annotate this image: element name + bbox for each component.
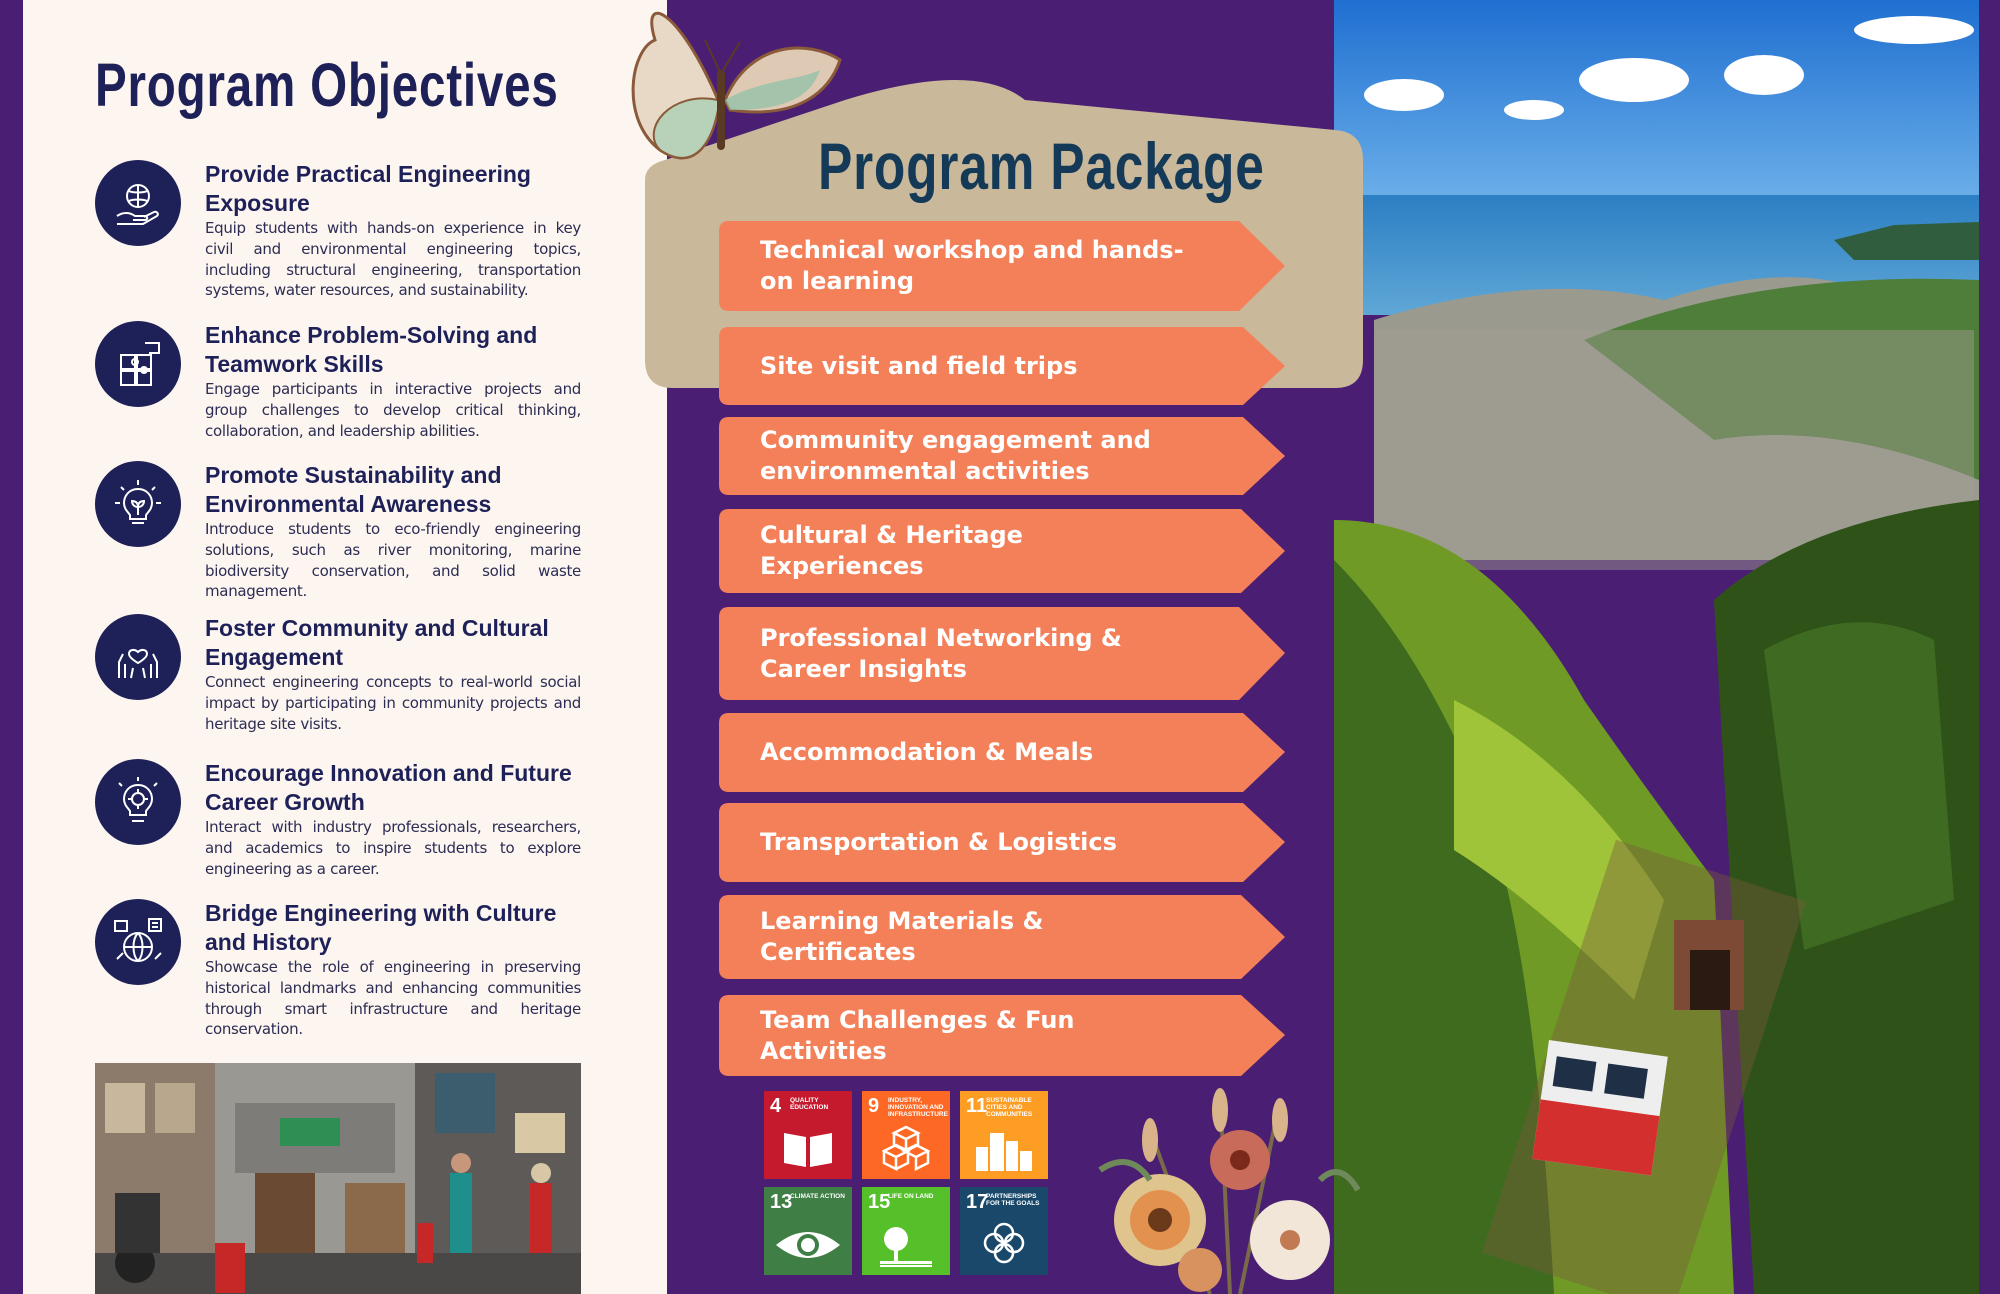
right-border [1979, 0, 2000, 1294]
sdg-label: CLIMATE ACTION [790, 1193, 845, 1200]
sdg-9-icon [862, 1091, 950, 1179]
package-item-label: Technical workshop and hands-on learning [760, 236, 1184, 295]
sdg-label: PARTNERSHIPS FOR THE GOALS [986, 1193, 1040, 1207]
package-item [719, 607, 1285, 700]
objective-description: Interact with industry professionals, researchers, and academics to inspire students to explore engineering as a career. [205, 818, 581, 878]
sdg-13-icon [764, 1187, 852, 1275]
package-item-label: Professional Networking & Career Insights [760, 623, 1122, 683]
sdg-icons [764, 1091, 1050, 1276]
objective-heading: Provide Practical Engineering Exposure [205, 161, 531, 216]
sdg-15-icon [862, 1187, 950, 1275]
package-item-label: Accommodation & Meals [760, 738, 1094, 766]
globe-culture-icon [95, 899, 181, 985]
package-item-label: Community engagement and environmental activities [760, 426, 1151, 485]
objectives-title: Program Objectives [95, 51, 559, 119]
package-item [719, 327, 1285, 405]
package-item [719, 713, 1285, 792]
gear-lightbulb-icon [95, 759, 181, 845]
sdg-label: SUSTAINABLE CITIES AND COMMUNITIES [986, 1097, 1033, 1118]
sdg-label: LIFE ON LAND [888, 1193, 934, 1200]
objective-heading: Enhance Problem-Solving and Teamwork Skills [205, 322, 538, 377]
sdg-number: 9 [868, 1095, 880, 1117]
sdg-label: QUALITY EDUCATION [790, 1097, 829, 1111]
package-item [719, 803, 1285, 882]
package-item [719, 895, 1285, 979]
objective-heading: Encourage Innovation and Future Career Growth [205, 760, 572, 815]
sdg-17-icon [960, 1187, 1048, 1275]
package-title: Program Package [818, 129, 1265, 203]
package-item-label: Transportation & Logistics [760, 828, 1117, 856]
objective-description: Equip students with hands-on experience in key civil and environmental engineering topics, including structural engineering, transportation systems, water resources, and sustainability. [205, 219, 581, 300]
objective-description: Engage participants in interactive projects and group challenges to develop critical thinking, collaboration, and leadership abilities. [205, 380, 581, 440]
sdg-number: 4 [770, 1095, 782, 1117]
sdg-number: 11 [966, 1095, 988, 1117]
sdg-number: 13 [770, 1191, 793, 1213]
sdg-4-icon [764, 1091, 852, 1179]
eco-lightbulb-icon [95, 461, 181, 547]
package-item-label: Learning Materials & Certificates [760, 907, 1044, 966]
package-item-label: Site visit and field trips [760, 351, 1078, 380]
package-item [719, 995, 1285, 1076]
package-item-label: Cultural & Heritage Experiences [760, 521, 1023, 580]
penang-hill-photo [1334, 0, 1979, 1294]
package-item [719, 417, 1285, 495]
hand-brain-gear-icon [95, 160, 181, 246]
package-item [719, 509, 1285, 593]
objective-description: Showcase the role of engineering in preserving historical landmarks and enhancing communities through smart infrastructure and heritage conservation. [205, 958, 581, 1039]
package-item-label: Team Challenges & Fun Activities [760, 1005, 1075, 1065]
hands-heart-icon [95, 614, 181, 700]
sdg-number: 17 [966, 1191, 989, 1213]
sdg-number: 15 [868, 1191, 891, 1213]
flowers-illustration [1090, 1070, 1360, 1294]
heritage-street-photo [95, 1063, 581, 1294]
objective-heading: Bridge Engineering with Culture and History [205, 900, 557, 955]
objective-heading: Promote Sustainability and Environmental Awareness [205, 462, 502, 517]
objective-description: Connect engineering concepts to real-world social impact by participating in community projects and heritage site visits. [205, 673, 581, 733]
puzzle-hands-icon [95, 321, 181, 407]
objective-description: Introduce students to eco-friendly engineering solutions, such as river monitoring, marine biodiversity conservation, and solid waste management. [205, 520, 581, 601]
package-item [719, 221, 1285, 311]
sdg-11-icon [960, 1091, 1048, 1179]
objective-heading: Foster Community and Cultural Engagement [205, 615, 549, 670]
sdg-label: INDUSTRY, INNOVATION AND INFRASTRUCTURE [888, 1097, 948, 1118]
butterfly-illustration [600, 0, 850, 195]
